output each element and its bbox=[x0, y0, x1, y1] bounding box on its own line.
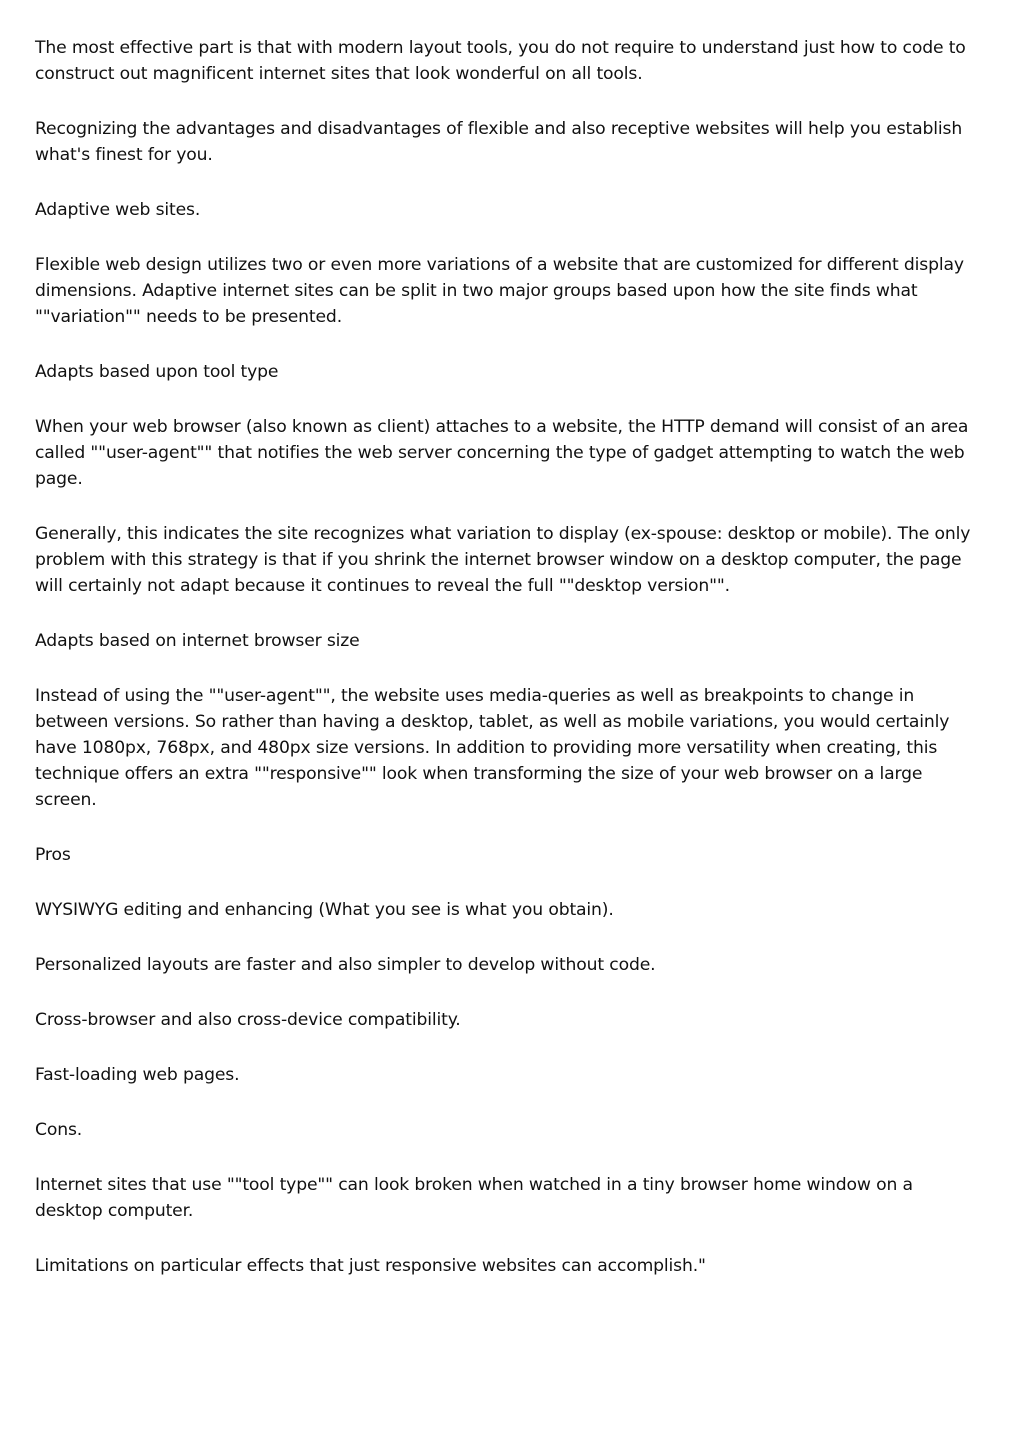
paragraph-pros-cons-intro: Recognizing the advantages and disadvantages of flexible and also receptive websites will help you establish what's finest for you. bbox=[35, 119, 963, 165]
paragraph-adaptive-description: Flexible web design utilizes two or even more variations of a website that are customized for different display dimensions. Adaptive internet sites can be split in two major groups based upon how the site finds what ""variation"" needs to be presented. bbox=[35, 255, 964, 327]
list-item-con: Internet sites that use ""tool type"" can look broken when watched in a tiny browser home window on a desktop computer. bbox=[35, 1175, 913, 1221]
heading-adaptive-sites: Adaptive web sites. bbox=[35, 200, 201, 220]
list-item-pro: Cross-browser and also cross-device compatibility. bbox=[35, 1010, 461, 1030]
paragraph-media-queries: Instead of using the ""user-agent"", the website uses media-queries as well as breakpoints to change in between versions. So rather than having a desktop, tablet, as well as mobile variations, you would certainly have 1080px, 768px, and 480px size versions. In addition to providing more versatility when creating, this technique offers an extra ""responsive"" look when transforming the size of your web browser on a large screen. bbox=[35, 686, 950, 810]
list-item-pro: Fast-loading web pages. bbox=[35, 1065, 240, 1085]
paragraph-user-agent: When your web browser (also known as client) attaches to a website, the HTTP demand will consist of an area called ""user-agent"" that notifies the web server concerning the type of gadget attempting to watch the web page. bbox=[35, 417, 969, 489]
list-item-pro: Personalized layouts are faster and also simpler to develop without code. bbox=[35, 955, 656, 975]
paragraph-intro: The most effective part is that with modern layout tools, you do not require to understand just how to code to construct out magnificent internet sites that look wonderful on all tools. bbox=[35, 38, 966, 84]
heading-browser-size: Adapts based on internet browser size bbox=[35, 631, 360, 651]
heading-device-type: Adapts based upon tool type bbox=[35, 362, 279, 382]
document-body bbox=[35, 35, 985, 1308]
heading-cons: Cons. bbox=[35, 1120, 83, 1140]
list-item-con: Limitations on particular effects that just responsive websites can accomplish." bbox=[35, 1256, 706, 1276]
paragraph-device-limitation: Generally, this indicates the site recognizes what variation to display (ex-spouse: desktop or mobile). The only problem with this strategy is that if you shrink the internet browser window on a desktop computer, the page will certainly not adapt because it continues to reveal the full ""desktop version"". bbox=[35, 524, 971, 596]
list-item-pro: WYSIWYG editing and enhancing (What you see is what you obtain). bbox=[35, 900, 614, 920]
heading-pros: Pros bbox=[35, 845, 71, 865]
